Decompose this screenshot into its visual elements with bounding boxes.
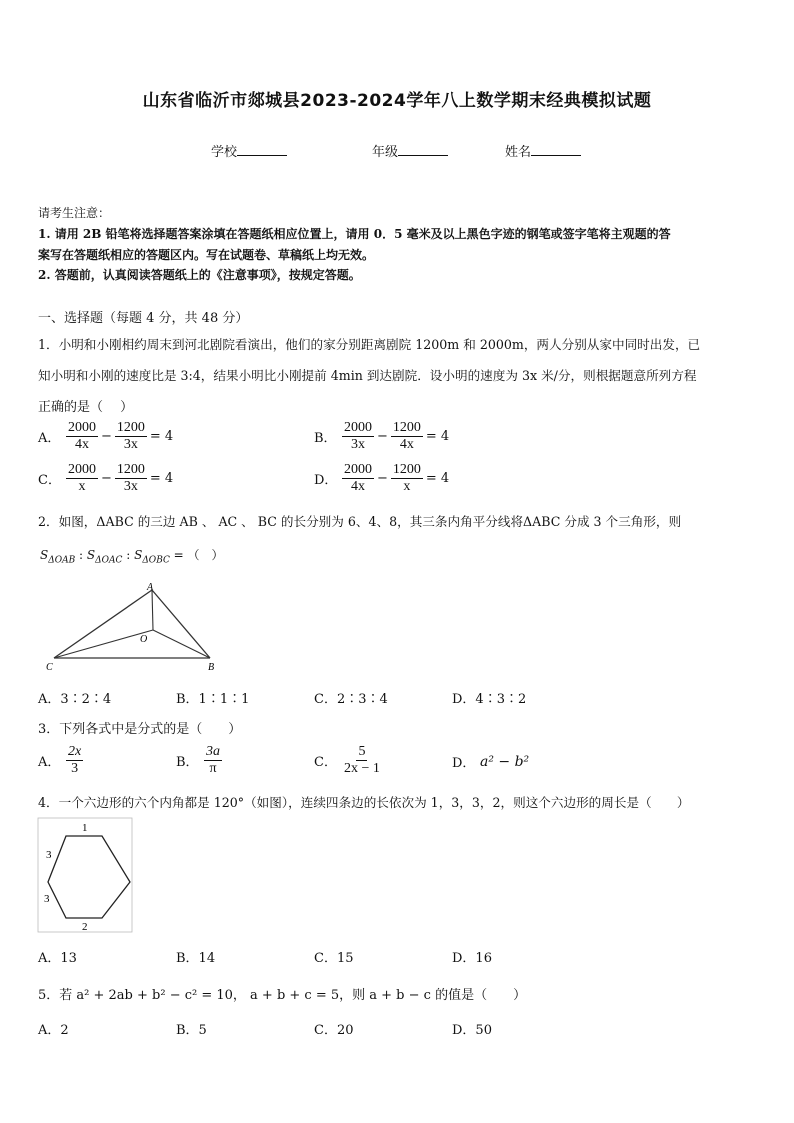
q3-line: 3．下列各式中是分式的是（ ） (38, 722, 242, 737)
denominator: 4x (399, 437, 414, 452)
q4-option-d[interactable]: D．16 (452, 951, 492, 966)
label-o: O (140, 634, 148, 645)
bisector-ao (152, 590, 153, 630)
rhs: = 4 (149, 471, 174, 486)
option-label: B． (314, 431, 337, 446)
notice-heading: 请考生注意： (38, 206, 111, 220)
q1-line1: 1．小明和小刚相约周末到河北剧院看演出，他们的家分别距离剧院 1200m 和 2000m，两人分别从家中同时出发，已 (38, 337, 701, 352)
name-blank (531, 143, 581, 156)
fraction (115, 462, 147, 495)
side-left-upper-label: 3 (46, 849, 52, 861)
rhs: = 4 (425, 471, 450, 486)
denominator: 3x (351, 437, 365, 452)
hexagon-figure (36, 816, 136, 936)
q5-option-a[interactable]: A．2 (38, 1023, 69, 1038)
q2-option-b[interactable]: B．1∶1∶1 (176, 692, 250, 707)
q2-option-a[interactable]: A．3∶2∶4 (38, 692, 112, 707)
name-field (505, 141, 581, 160)
q1-option-b[interactable] (314, 420, 449, 453)
school-label: 学校 (211, 145, 238, 160)
bisector-bo (153, 630, 210, 658)
option-label: C． (314, 755, 337, 770)
area-symbol: S (40, 548, 49, 562)
fraction (66, 744, 83, 777)
q1-option-a[interactable] (38, 420, 173, 453)
grade-label: 年级 (372, 145, 399, 160)
rhs: = 4 (425, 429, 450, 444)
minus-sign: − (101, 471, 112, 486)
q3-option-d[interactable] (452, 752, 529, 771)
numerator: 2x (68, 744, 82, 759)
expression: a² − b² (480, 753, 530, 770)
minus-sign: − (377, 429, 388, 444)
denominator: 3x (123, 479, 138, 494)
q2-line1: 2．如图，ΔABC 的三边 AB 、 AC 、 BC 的长分别为 6、4、8，其三条内角平分线将ΔABC 分成 3 个三角形，则 (38, 514, 682, 529)
fraction (66, 420, 98, 453)
q2-option-d[interactable]: D．4∶3∶2 (452, 692, 527, 707)
fraction (391, 420, 423, 453)
fraction (342, 744, 382, 777)
q2-option-c[interactable]: C．2∶3∶4 (314, 692, 388, 707)
denominator: 3x (123, 437, 138, 452)
option-label: D． (452, 756, 476, 771)
fraction (342, 420, 374, 453)
grade-field (372, 141, 448, 160)
minus-sign: − (101, 429, 112, 444)
hexagon-shape (48, 836, 130, 918)
q1-line3: 正确的是（ ） (38, 400, 134, 415)
option-label: C． (38, 473, 61, 488)
edge-ca (54, 590, 152, 658)
edge-ab (152, 590, 210, 658)
label-b: B (208, 662, 215, 673)
q1-option-c[interactable] (38, 462, 173, 495)
side-left-lower-label: 3 (44, 893, 50, 905)
q1-line2: 知小明和小刚的速度比是 3:4，结果小明比小刚提前 4min 到达剧院．设小明的速度为 3x 米/分，则根据题意所列方程 (38, 368, 697, 383)
denominator: 4x (75, 437, 89, 452)
denominator: x (78, 479, 86, 494)
notice-line1a: 1. 请用 2B 铅笔将选择题答案涂填在答题纸相应位置上，请用 0．5 毫米及以上黑色字迹的钢笔或签字笔将主观题的答 (38, 227, 671, 241)
area-sub-oac: ΔOAC (95, 555, 123, 566)
option-label: D． (314, 473, 338, 488)
numerator: 1200 (392, 420, 421, 435)
side-top-label: 1 (82, 822, 88, 834)
numerator: 1200 (116, 462, 145, 477)
area-symbol: S (134, 548, 143, 562)
denominator: π (209, 761, 217, 776)
numerator: 1200 (116, 420, 145, 435)
fraction (391, 462, 423, 495)
q4-option-b[interactable]: B．14 (176, 951, 216, 966)
minus-sign: − (377, 471, 388, 486)
numerator: 1200 (392, 462, 421, 477)
school-blank (237, 143, 287, 156)
fraction (66, 462, 98, 495)
rhs: = 4 (149, 429, 174, 444)
side-bottom-label: 2 (82, 921, 88, 933)
option-label: B． (176, 755, 199, 770)
grade-blank (398, 143, 448, 156)
q5-option-c[interactable]: C．20 (314, 1023, 354, 1038)
section-heading: 一、选择题（每题 4 分，共 48 分） (38, 311, 249, 326)
area-symbol: S (86, 548, 96, 562)
numerator: 3a (206, 744, 220, 759)
name-label: 姓名 (505, 145, 532, 160)
q3-option-c[interactable] (314, 744, 382, 777)
page-title: 山东省临沂市郯城县2023-2024学年八上数学期末经典模拟试题 (142, 91, 652, 111)
fraction (204, 744, 222, 777)
option-label: A． (38, 755, 61, 770)
label-a: A (147, 582, 154, 593)
numerator: 5 (358, 744, 366, 759)
q3-option-b[interactable] (176, 744, 222, 777)
fraction (115, 420, 147, 453)
denominator: x (403, 479, 411, 494)
q4-option-c[interactable]: C．15 (314, 951, 354, 966)
q4-line: 4．一个六边形的六个内角都是 120°（如图），连续四条边的长依次为 1，3，3，2，则这个六边形的周长是（ ） (38, 795, 690, 810)
bisector-co (54, 630, 153, 658)
q4-option-a[interactable]: A．13 (38, 951, 77, 966)
triangle-figure (40, 580, 230, 675)
q5-option-d[interactable]: D．50 (452, 1023, 492, 1038)
notice-line2: 2. 答题前，认真阅读答题纸上的《注意事项》，按规定答题。 (38, 268, 361, 282)
figure-frame (38, 818, 132, 932)
label-c: C (46, 662, 53, 673)
denominator: 3 (71, 761, 79, 776)
q2-tail: = （ ） (169, 548, 224, 562)
denominator: 4x (351, 479, 365, 494)
q5-option-b[interactable]: B．5 (176, 1023, 207, 1038)
numerator: 2000 (344, 462, 372, 477)
area-sub-obc: ΔOBC (142, 555, 170, 566)
q1-option-d[interactable] (314, 462, 449, 495)
numerator: 2000 (68, 462, 96, 477)
fraction (342, 462, 374, 495)
q5-line: 5．若 a² + 2ab + b² − c² = 10， a + b + c = 5，则 a + b − c 的值是（ ） (38, 988, 527, 1003)
school-field (211, 141, 287, 160)
q3-option-a[interactable] (38, 744, 83, 777)
area-sub-oab: ΔOAB (48, 555, 76, 566)
numerator: 2000 (68, 420, 96, 435)
notice-line1b: 案写在答题纸相应的答题区内。写在试题卷、草稿纸上均无效。 (38, 248, 375, 262)
q2-line2: $S_{\Delta OAB}$ : $S_{\Delta OAC}$ : $S_{\Delta OBC}$ = （ ） (40, 548, 224, 566)
numerator: 2000 (344, 420, 372, 435)
denominator: 2x − 1 (344, 761, 380, 776)
option-label: A． (38, 431, 61, 446)
